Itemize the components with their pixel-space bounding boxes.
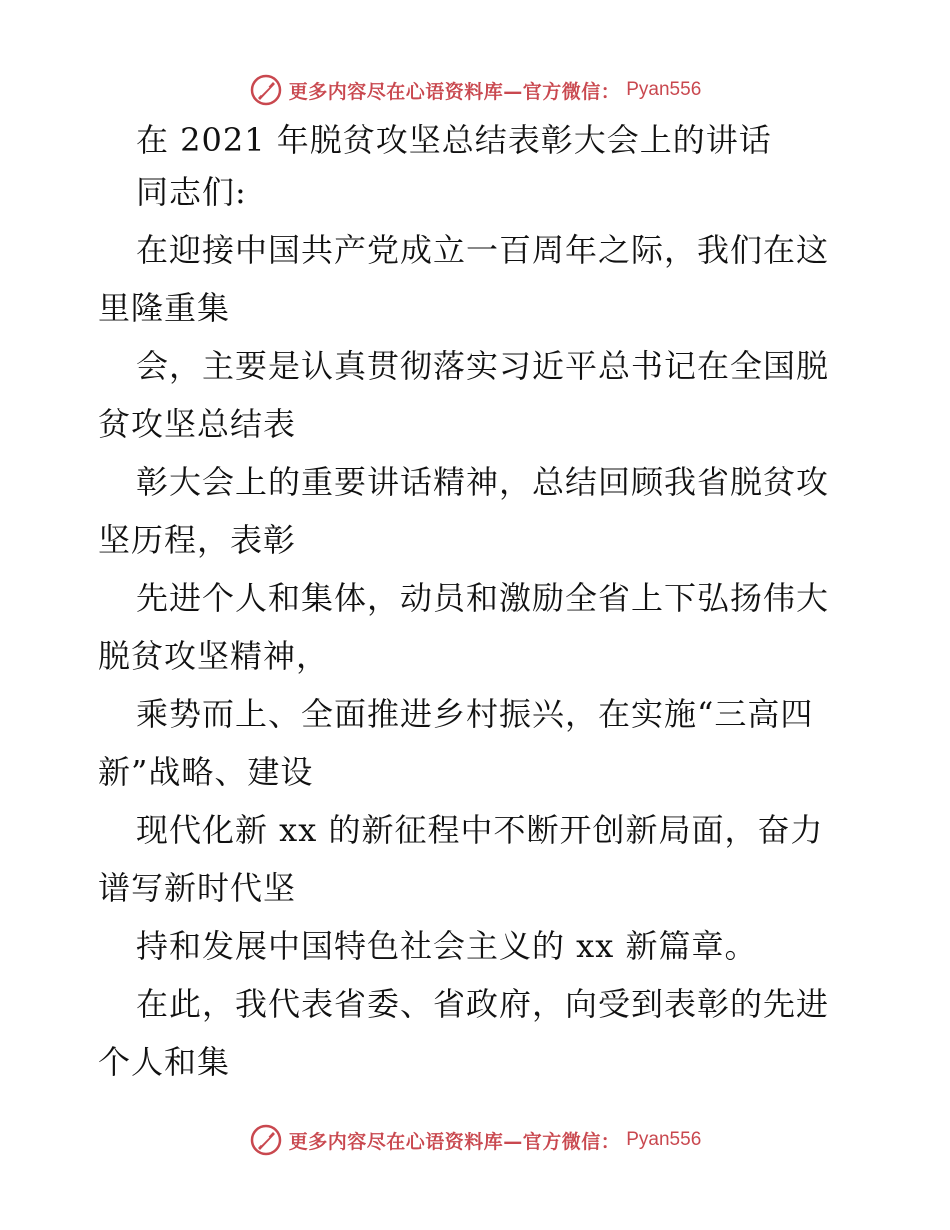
- paragraph-line: 个人和集: [98, 1043, 231, 1081]
- banner-text: 更多内容尽在心语资料库—官方微信：: [288, 80, 621, 103]
- document-body: [98, 120, 858, 1100]
- paragraph-line: 持和发展中国特色社会主义的 xx 新篇章。: [136, 927, 758, 965]
- paragraph-line: 现代化新 xx 的新征程中不断开创新局面，奋力: [136, 811, 824, 849]
- banner-account: Pyan556: [626, 79, 702, 100]
- paragraph-line: 贫攻坚总结表: [98, 405, 297, 443]
- header-banner: [0, 70, 950, 110]
- salutation: 同志们:: [136, 173, 247, 211]
- document-title: 在 2021 年脱贫攻坚总结表彰大会上的讲话: [136, 121, 772, 159]
- paragraph-line: 彰大会上的重要讲话精神，总结回顾我省脱贫攻: [136, 463, 830, 501]
- paragraph-line: 坚历程，表彰: [98, 521, 297, 559]
- banner-account: Pyan556: [626, 1129, 702, 1150]
- paragraph-line: 谱写新时代坚: [98, 869, 297, 907]
- paragraph-line: 乘势而上、全面推进乡村振兴，在实施“三高四: [136, 695, 814, 733]
- feather-pen-logo-icon: [249, 1123, 283, 1157]
- paragraph-line: 在迎接中国共产党成立一百周年之际，我们在这: [136, 231, 830, 269]
- paragraph-line: 会，主要是认真贯彻落实习近平总书记在全国脱: [136, 347, 830, 385]
- paragraph-line: 脱贫攻坚精神，: [98, 637, 330, 675]
- paragraph-line: 里隆重集: [98, 289, 231, 327]
- footer-banner: [0, 1120, 950, 1160]
- banner-text: 更多内容尽在心语资料库—官方微信：: [288, 1130, 621, 1153]
- paragraph-line: 先进个人和集体，动员和激励全省上下弘扬伟大: [136, 579, 830, 617]
- paragraph-line: 新”战略、建设: [98, 753, 314, 791]
- feather-pen-logo-icon: [249, 73, 283, 107]
- paragraph-line: 在此，我代表省委、省政府，向受到表彰的先进: [136, 985, 830, 1023]
